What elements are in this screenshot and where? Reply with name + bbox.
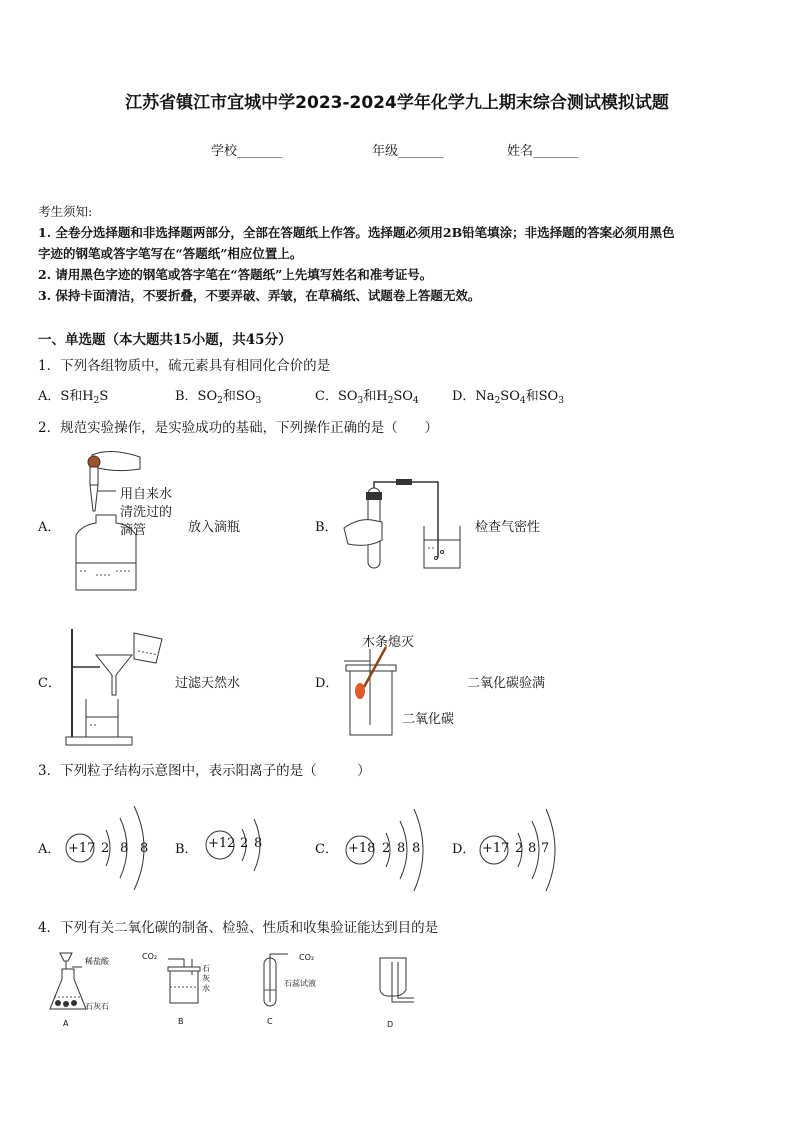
q1-b-sub2: 3 — [255, 396, 262, 406]
notice-item-1a: 1. 全卷分选择题和非选择题两部分，全部在答题纸上作答。选择题必须用2B铅笔填涂；非选择题的答案必须用黑色 — [38, 225, 675, 240]
q3-a-e3: 8 — [140, 841, 149, 856]
co2-collect-figure — [374, 952, 419, 1012]
filtration-figure — [62, 625, 172, 750]
q4-c-co2: CO₂ — [299, 953, 315, 962]
q1-d-mid2: 和SO — [525, 389, 559, 404]
q2-d-label[interactable]: D． — [315, 676, 339, 691]
q3-c-nucleus: +18 — [348, 841, 376, 856]
q4-b-label-1: 石 — [202, 964, 210, 973]
q3-b-e1: 2 — [240, 836, 249, 851]
notice-item-1b: 字迹的钢笔或答字笔写在“答题纸”相应位置上。 — [38, 246, 303, 261]
q2-stem: 2．规范实验操作，是实验成功的基础，下列操作正确的是（ ） — [38, 420, 439, 436]
co2-full-test-figure — [340, 645, 410, 740]
q3-d-e1: 2 — [515, 841, 524, 856]
q1-c-sub3: 4 — [412, 396, 419, 406]
q2-d-caption: 二氧化碳验满 — [467, 676, 546, 691]
q3-a-e1: 2 — [101, 841, 110, 856]
q3-b-nucleus: +12 — [208, 836, 236, 851]
q3-d-e3: 7 — [541, 841, 550, 856]
q3-b-label[interactable]: B． — [175, 842, 198, 857]
q4-a-label-1: 稀盐酸 — [85, 957, 109, 966]
q4-c-label-1: 石蕊试液 — [284, 979, 316, 988]
q4-b-co2: CO₂ — [142, 952, 158, 961]
notice-heading: 考生须知: — [38, 204, 93, 219]
page-title: 江苏省镇江市宜城中学2023-2024学年化学九上期末综合测试模拟试题 — [125, 93, 669, 113]
school-field[interactable]: 学校_______ — [211, 144, 283, 159]
q3-c-e1: 2 — [382, 841, 391, 856]
q1-option-a[interactable] — [38, 385, 108, 404]
q3-d-e2: 8 — [528, 841, 537, 856]
q1-stem: 1．下列各组物质中，硫元素具有相同化合价的是 — [38, 358, 331, 374]
q1-a-text: A．S和H — [38, 389, 94, 404]
airtight-check-figure — [338, 478, 468, 573]
q4-a-caption[interactable]: A — [63, 1019, 69, 1028]
q2-c-caption: 过滤天然水 — [175, 676, 241, 691]
q1-c-text: C．SO — [315, 389, 358, 404]
q1-d-text: D．Na — [452, 389, 495, 404]
q1-a-tail: S — [99, 389, 109, 404]
q3-a-label[interactable]: A． — [38, 842, 61, 857]
q2-a-note-3: 滴管 — [120, 523, 147, 538]
q4-a-label-2: 石灰石 — [85, 1002, 109, 1011]
q3-a-e2: 8 — [120, 841, 129, 856]
q1-d-mid: SO — [500, 389, 520, 404]
section-heading: 一、单选题（本大题共15小题，共45分） — [38, 332, 292, 348]
q2-a-label[interactable]: A． — [38, 520, 61, 535]
q1-b-sub: 2 — [217, 396, 223, 406]
notice-item-3: 3. 保持卡面清洁，不要折叠，不要弄破、弄皱，在草稿纸、试题卷上答题无效。 — [38, 288, 481, 303]
q1-c-mid: 和H — [363, 389, 388, 404]
q4-b-label-2: 灰 — [202, 974, 210, 983]
q1-b-text: B．SO — [175, 389, 218, 404]
q3-c-e2: 8 — [397, 841, 406, 856]
q3-stem: 3．下列粒子结构示意图中，表示阳离子的是（ ） — [38, 763, 371, 779]
grade-field[interactable]: 年级_______ — [372, 144, 444, 159]
q2-d-note-2: 二氧化碳 — [402, 712, 455, 727]
q2-b-label[interactable]: B． — [315, 520, 338, 535]
q1-option-c[interactable] — [315, 385, 419, 404]
q3-a-nucleus: +17 — [68, 841, 96, 856]
name-field[interactable]: 姓名_______ — [507, 144, 579, 159]
q1-a-sub: 2 — [93, 396, 100, 406]
q3-c-label[interactable]: C． — [315, 842, 338, 857]
q1-d-sub3: 3 — [558, 396, 564, 406]
q3-d-nucleus: +17 — [482, 841, 510, 856]
q2-c-label[interactable]: C． — [38, 676, 61, 691]
q4-b-caption[interactable]: B — [178, 1017, 184, 1026]
q1-d-sub: 2 — [494, 396, 501, 406]
q2-a-caption: 放入滴瓶 — [188, 520, 241, 535]
q1-d-sub2: 4 — [519, 396, 526, 406]
q1-b-mid: 和SO — [222, 389, 256, 404]
q4-stem: 4．下列有关二氧化碳的制备、检验、性质和收集验证能达到目的是 — [38, 920, 439, 936]
q1-c-sub2: 2 — [387, 396, 394, 406]
q4-c-caption[interactable]: C — [267, 1017, 273, 1026]
q3-b-e2: 8 — [254, 836, 263, 851]
q1-c-mid2: SO — [393, 389, 413, 404]
q3-c-e3: 8 — [412, 841, 421, 856]
q4-d-caption[interactable]: D — [387, 1020, 394, 1029]
q2-b-caption: 检查气密性 — [475, 520, 541, 535]
q1-option-d[interactable] — [452, 385, 564, 404]
q4-b-label-3: 水 — [202, 984, 210, 993]
q3-d-label[interactable]: D． — [452, 842, 476, 857]
q2-a-note-2: 清洗过的 — [120, 505, 173, 520]
q2-d-note-1: 木条熄灭 — [362, 635, 415, 650]
q2-a-note-1: 用自来水 — [120, 487, 173, 502]
q1-option-b[interactable] — [175, 385, 261, 404]
notice-item-2: 2. 请用黑色字迹的钢笔或答字笔在“答题纸”上先填写姓名和准考证号。 — [38, 267, 433, 282]
q1-c-sub: 3 — [357, 396, 364, 406]
